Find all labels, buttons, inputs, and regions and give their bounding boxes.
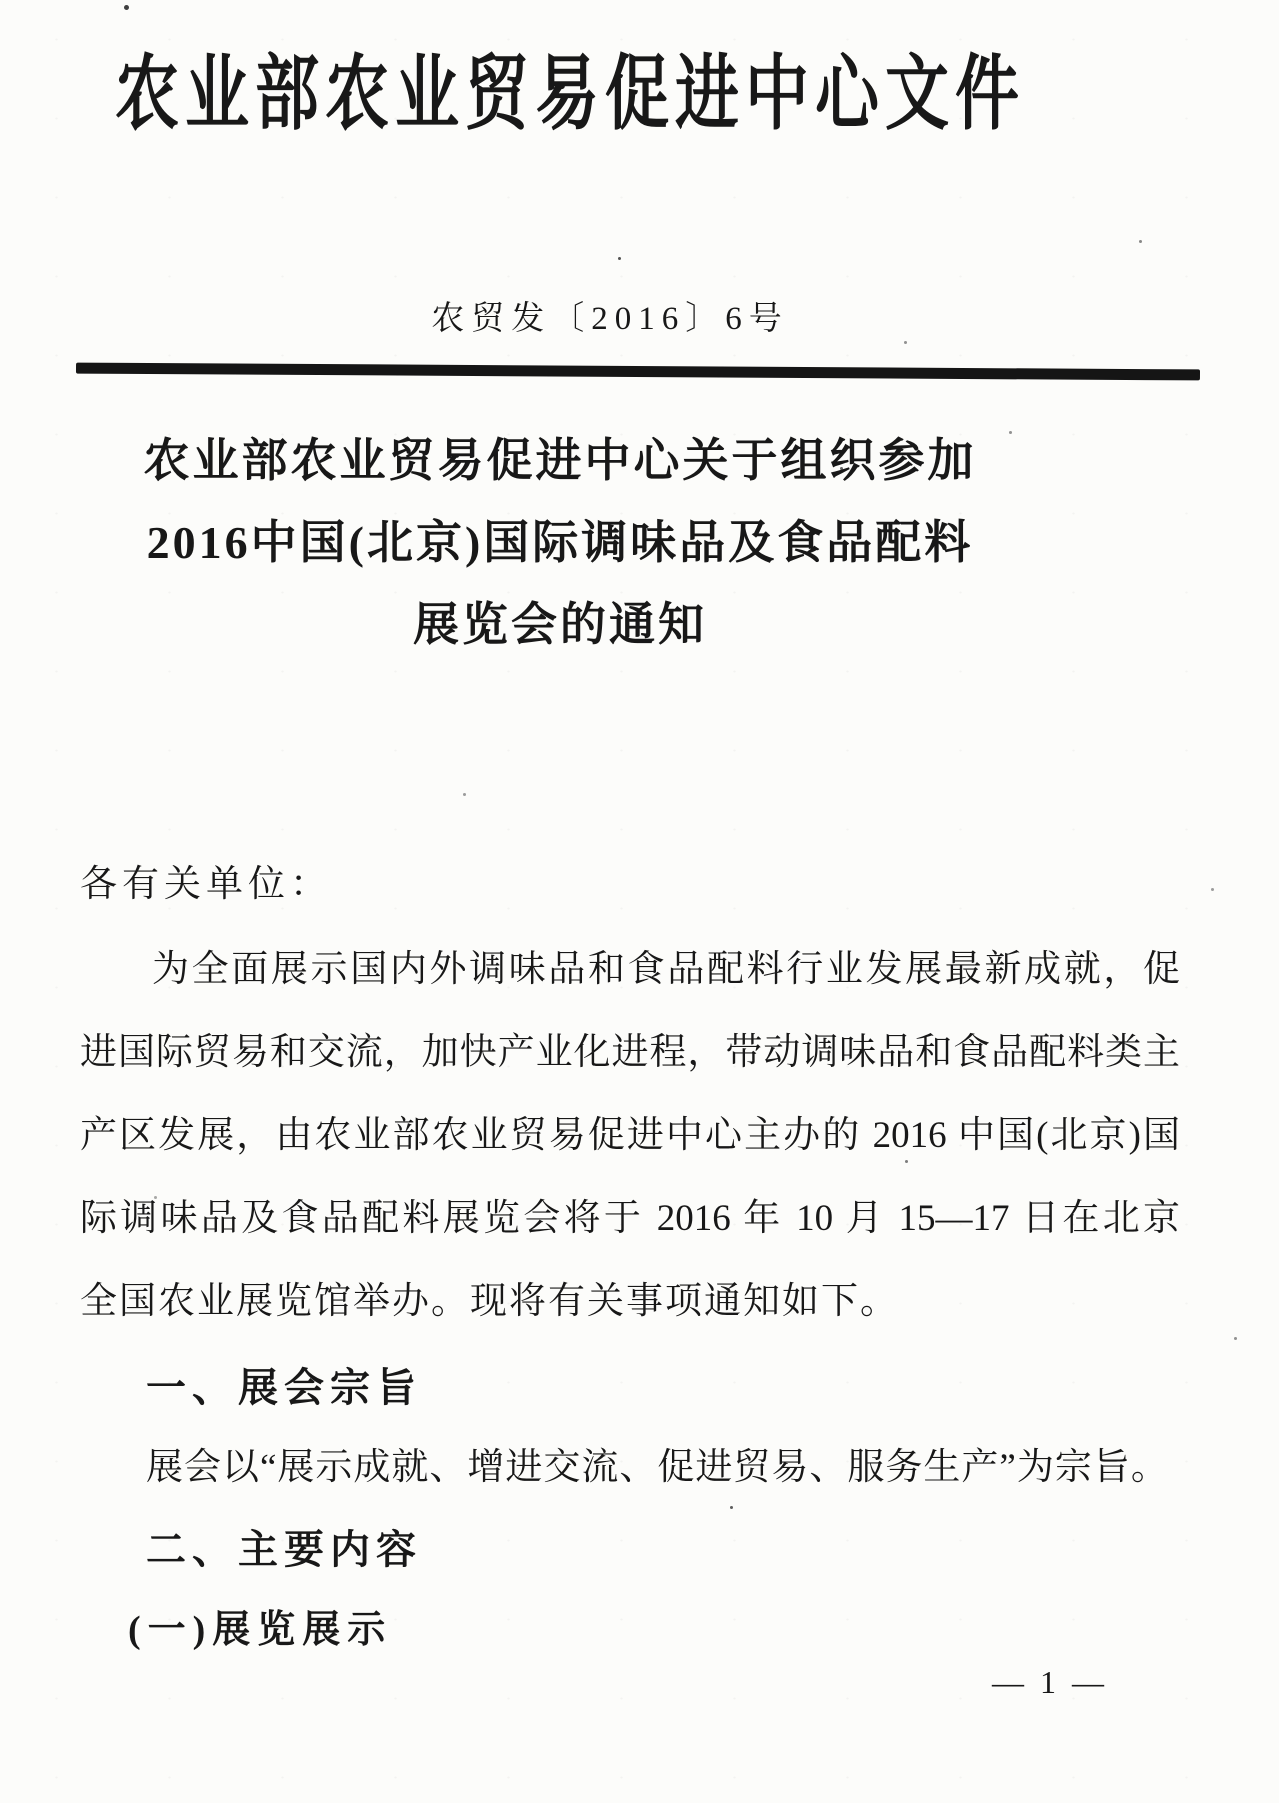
doc-title-line-3: 展览会的通知 [413, 599, 707, 650]
scan-noise [0, 0, 3, 3]
section-1-text: 展会以“展示成就、增进交流、促进贸易、服务生产”为宗旨。 [146, 1447, 1169, 1488]
body-line-1: 为全面展示国内外调味品和食品配料行业发展最新成就，促 [152, 949, 1180, 990]
letterhead-title-text: 农业部农业贸易促进中心文件 [115, 48, 1025, 140]
body-line-2: 进国际贸易和交流，加快产业化进程，带动调味品和食品配料类主 [80, 1032, 1180, 1073]
section-2-1-heading: (一)展览展示 [128, 1609, 393, 1651]
body-line-3: 产区发展，由农业部农业贸易促进中心主办的 2016 中国(北京)国 [80, 1115, 1180, 1156]
section-1-heading: 一、展会宗旨 [146, 1366, 422, 1410]
body-line-5: 全国农业展览馆举办。现将有关事项通知如下。 [80, 1281, 899, 1322]
doc-title-line-1: 农业部农业贸易促进中心关于组织参加 [143, 435, 977, 486]
divider-rule [76, 363, 1200, 381]
section-2-heading: 二、主要内容 [146, 1528, 422, 1572]
salutation: 各有关单位： [80, 864, 332, 905]
doc-number: 农贸发〔2016〕6号 [431, 301, 789, 337]
body-line-4: 际调味品及食品配料展览会将于 2016 年 10 月 15—17 日在北京 [80, 1198, 1180, 1239]
page-number: — 1 — [992, 1664, 1108, 1700]
letterhead-title [90, 28, 1050, 140]
doc-title-line-2: 2016中国(北京)国际调味品及食品配料 [146, 517, 974, 568]
